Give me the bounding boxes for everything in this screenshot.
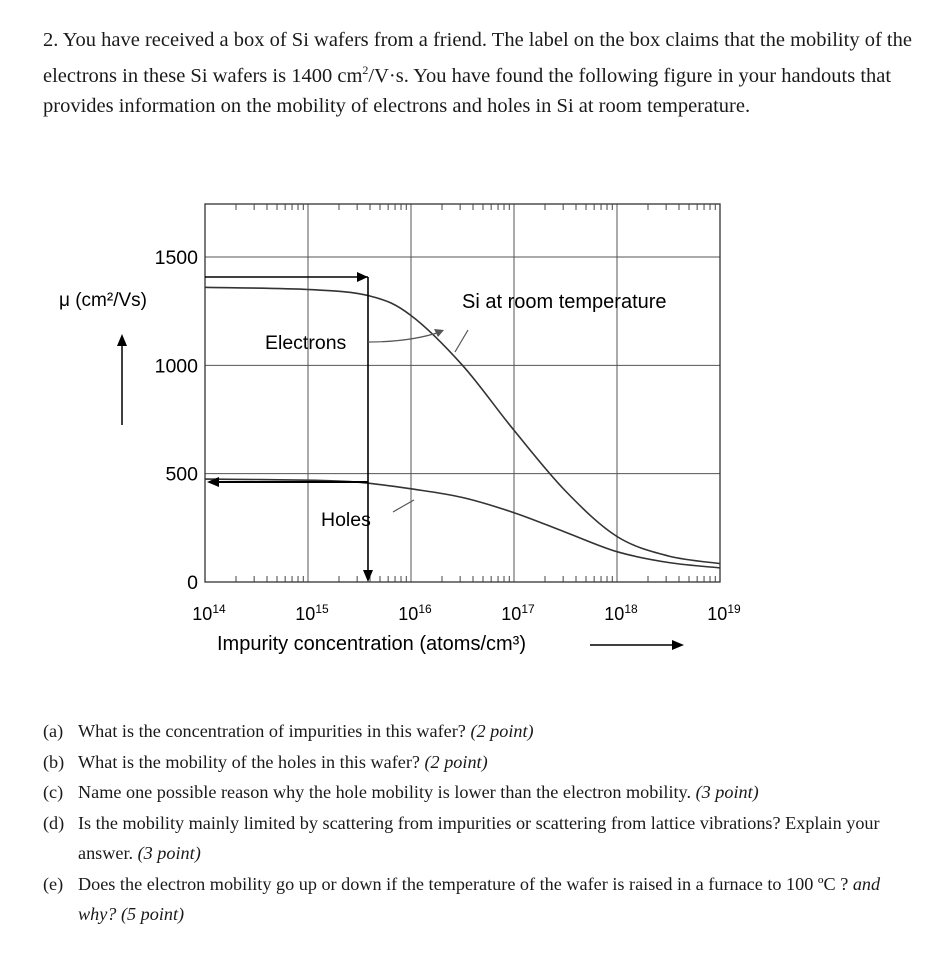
intro-text-1: You have received a box of Si wafers from a friend. The label on the box claims that the mobility of the electrons in these Si wafers is 1400 [43, 29, 912, 87]
y-axis-arrow-head [117, 334, 127, 346]
electrons-leader [368, 332, 440, 342]
chart-title: Si at room temperature [462, 291, 667, 313]
problem-number: 2. [43, 29, 59, 51]
series-line-holes [205, 479, 720, 568]
x-tick-label-16: $10^{16}$ [398, 602, 432, 624]
y-axis-label: μ (cm²/Vs) [59, 290, 147, 311]
mobility-unit: $cm^2/V\cdot s$. [337, 63, 409, 87]
x-axis-arrow-head [672, 640, 684, 650]
plot-frame [205, 204, 720, 582]
question-e: (e) Does the electron mobility go up or down if the temperature of the wafer is raised in a furnace to 100 ºC ? and why? (5 point) [43, 873, 881, 924]
series-line-electrons [205, 287, 720, 563]
concentration-drop-arrowhead [363, 570, 373, 582]
question-a: (a) What is the concentration of impurities in this wafer? (2 point) [43, 721, 534, 741]
question-list [43, 716, 923, 930]
series-label-electrons: Electrons [265, 332, 347, 354]
x-tick-label-17: $10^{17}$ [501, 602, 535, 624]
y-tick-label-1500: 1500 [154, 247, 198, 269]
intro-text-2: You have found the following figure in your handouts that provides information on the mobility of electrons and holes in Si at room temperature. [43, 64, 892, 117]
series-label-holes: Holes [321, 509, 371, 531]
y-tick-label-0: 0 [187, 572, 198, 594]
question-c: (c) Name one possible reason why the hole mobility is lower than the electron mobility. (3 point) [43, 782, 759, 802]
y-tick-label-500: 500 [165, 463, 198, 486]
x-tick-labels [192, 602, 741, 624]
electron-reading-arrowhead [357, 272, 368, 282]
y-tick-label-1000: 1000 [154, 355, 198, 378]
y-tick-labels [155, 247, 199, 594]
title-leader [455, 330, 468, 352]
curves [205, 287, 720, 568]
x-tick-label-14: $10^{14}$ [192, 602, 226, 624]
question-d: (d) Is the mobility mainly limited by scattering from impurities or scattering from lattice vibrations? Explain your answer. (3 point) [43, 812, 880, 863]
x-axis-label: Impurity concentration (atoms/cm³) [217, 633, 526, 655]
x-tick-label-18: $10^{18}$ [604, 602, 638, 624]
chart-grid [205, 204, 720, 582]
x-tick-label-19: $10^{19}$ [707, 602, 741, 624]
x-tick-label-15: $10^{15}$ [295, 602, 329, 624]
question-b: (b) What is the mobility of the holes in this wafer? (2 point) [43, 751, 488, 772]
